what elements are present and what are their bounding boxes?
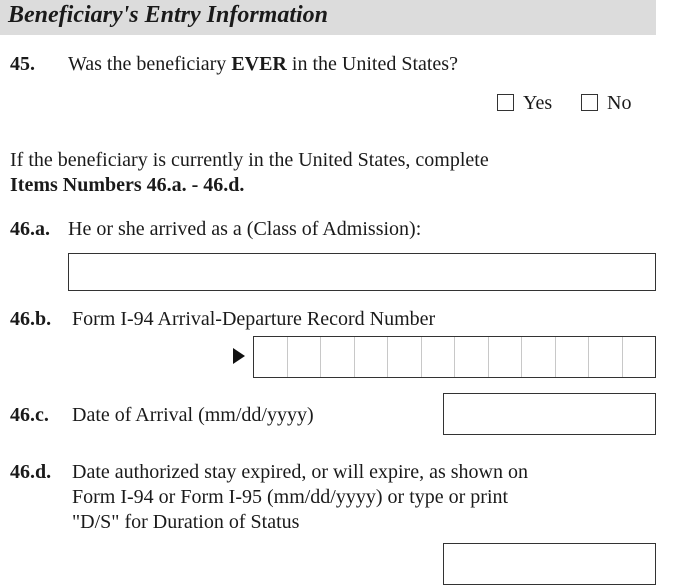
i94-digit-cell[interactable] (589, 337, 623, 377)
class-of-admission-value (69, 256, 75, 278)
no-label: No (607, 92, 632, 114)
i94-digit-cell[interactable] (522, 337, 556, 377)
question-46d-line-3: "D/S" for Duration of Status (72, 511, 300, 533)
stay-expiration-value (444, 546, 450, 568)
date-of-arrival-input[interactable] (443, 393, 656, 435)
no-checkbox[interactable] (581, 94, 598, 111)
question-46d-line-1: Date authorized stay expired, or will expire, as shown on (72, 461, 528, 483)
stay-expiration-input[interactable] (443, 543, 656, 585)
class-of-admission-input[interactable] (68, 253, 656, 291)
i94-digit-cell[interactable] (489, 337, 523, 377)
question-46c-number: 46.c. (10, 404, 49, 426)
date-of-arrival-value (444, 396, 450, 418)
i94-digit-cell[interactable] (422, 337, 456, 377)
i94-digit-cell[interactable] (556, 337, 590, 377)
instruction-line-2: Items Numbers 46.a. - 46.d. (10, 174, 245, 196)
section-title: Beneficiary's Entry Information (8, 2, 329, 28)
i94-digit-cell[interactable] (254, 337, 288, 377)
question-46c-text: Date of Arrival (mm/dd/yyyy) (72, 404, 314, 426)
yes-checkbox[interactable] (497, 94, 514, 111)
question-45-text-end: in the United States? (286, 53, 458, 75)
i94-digit-cell[interactable] (355, 337, 389, 377)
question-45-emphasis: EVER (231, 53, 287, 75)
i94-digit-cell[interactable] (455, 337, 489, 377)
i94-number-input[interactable] (253, 336, 656, 378)
question-46b-text: Form I-94 Arrival-Departure Record Number (72, 308, 436, 330)
question-45-number: 45. (10, 53, 35, 75)
question-46d-number: 46.d. (10, 461, 52, 483)
question-46b-number: 46.b. (10, 308, 52, 330)
arrow-right-icon (233, 348, 245, 364)
i94-digit-cell[interactable] (623, 337, 656, 377)
i94-digit-cell[interactable] (388, 337, 422, 377)
question-46a-number: 46.a. (10, 218, 50, 240)
question-46a-text: He or she arrived as a (Class of Admission): (68, 218, 422, 240)
i94-digit-cell[interactable] (288, 337, 322, 377)
question-45-text-start: Was the beneficiary (68, 53, 232, 75)
question-45-text (68, 51, 458, 77)
instruction-line-1: If the beneficiary is currently in the United States, complete (10, 149, 489, 171)
yes-label: Yes (523, 92, 553, 114)
question-46d-line-2: Form I-94 or Form I-95 (mm/dd/yyyy) or type or print (72, 486, 509, 508)
i94-digit-cell[interactable] (321, 337, 355, 377)
